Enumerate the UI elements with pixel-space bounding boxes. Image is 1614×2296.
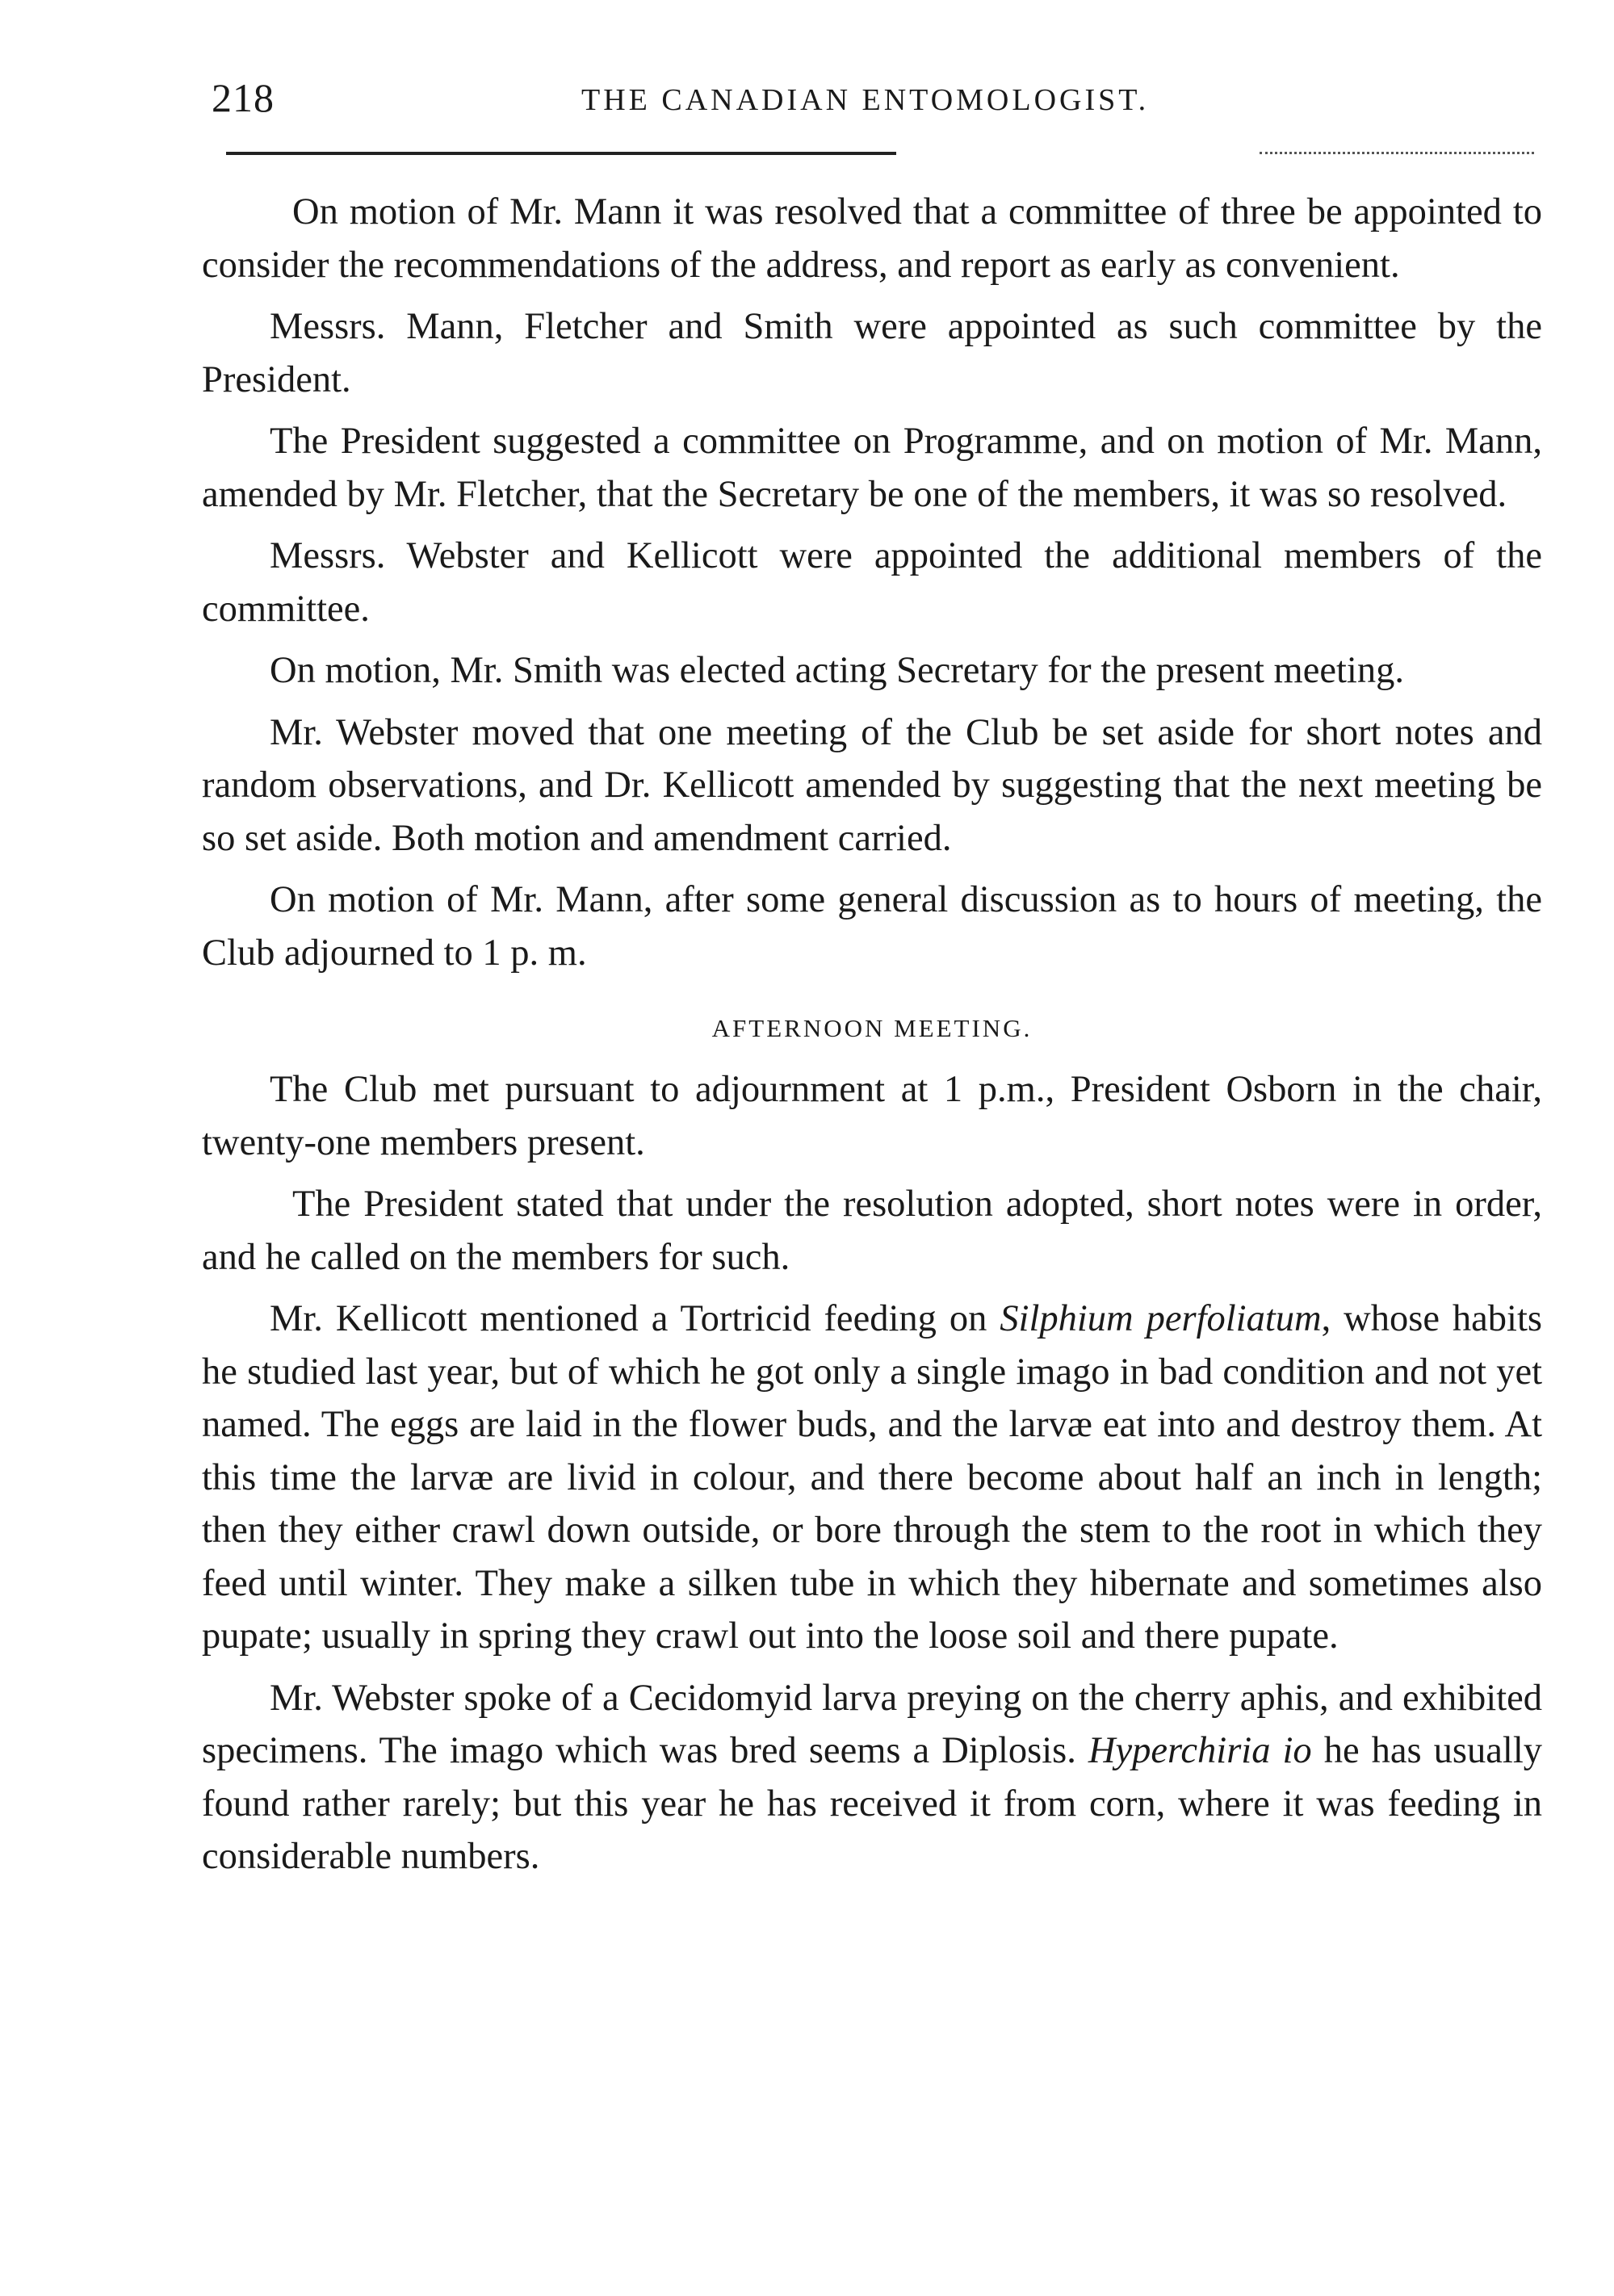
header-rule-tail (1260, 152, 1534, 154)
header-rule (226, 152, 896, 155)
paragraph-adjournment: On motion of Mr. Mann, after some general discussion as to hours of meeting, the Club adjourned to 1 p. m. (202, 879, 1542, 974)
paragraph-programme-committee: The President suggested a committee on Programme, and on motion of Mr. Mann, amended by Mr. Fletcher, that the Secretary be one of the members, it was so resolved. (202, 421, 1542, 515)
running-title: THE CANADIAN ENTOMOLOGIST. (581, 83, 1150, 117)
paragraph-tortricid-note (202, 1293, 1542, 1663)
paragraph-committee-motion: On motion of Mr. Mann it was resolved that a committee of three be appointed to consider the recommendations of the address, and report as early as convenient. (202, 191, 1542, 286)
species-name: Silphium perfoliatum (1000, 1298, 1322, 1339)
paragraph-committee-appointed: Messrs. Mann, Fletcher and Smith were appointed as such committee by the President. (202, 306, 1542, 400)
cecidomyid-note-lead: Mr. Webster spoke of a Cecidomyid larva preying on the cherry aphis, and exhibited specimens. The imago which was bred seems a Diplosis. (202, 1677, 1542, 1771)
page-number: 218 (212, 75, 275, 120)
document-page (202, 65, 1542, 1877)
tortricid-note-lead: Mr. Kellicott mentioned a Tortricid feeding on (270, 1298, 1000, 1339)
page-header (202, 65, 1542, 137)
paragraph-cecidomyid-note (202, 1672, 1542, 1883)
paragraph-short-notes-order: The President stated that under the resolution adopted, short notes were in order, and he called on the members for such. (202, 1184, 1542, 1278)
article-body (202, 186, 1542, 1892)
paragraph-afternoon-meeting: The Club met pursuant to adjournment at 1 p.m., President Osborn in the chair, twenty-one members present. (202, 1069, 1542, 1163)
species-name: Hyperchiria io (1088, 1730, 1312, 1771)
section-heading: AFTERNOON MEETING. (711, 1014, 1033, 1042)
tortricid-note-body: , whose habits he studied last year, but of which he got only a single imago in bad condition and not yet named. The eggs are laid in the flower buds, and the larvæ eat into and destroy them. At this time the larvæ are livid in colour, and there become about half an inch in length; then they either crawl down outside, or bore through the stem to the root in which they feed until winter. They make a silken tube in which they hibernate and sometimes also pupate; usually in spring they crawl out into the loose soil and there pupate. (202, 1298, 1542, 1657)
paragraph-acting-secretary: On motion, Mr. Smith was elected acting Secretary for the present meeting. (270, 650, 1404, 691)
cecidomyid-note-body: he has usually found rather rarely; but this year he has received it from corn, where it was feeding in considerable numbers. (202, 1730, 1542, 1877)
paragraph-short-notes-motion: Mr. Webster moved that one meeting of the Club be set aside for short notes and random observations, and Dr. Kellicott amended by suggesting that the next meeting be so set aside. Both motion and amendment carried. (202, 711, 1542, 859)
paragraph-additional-members: Messrs. Webster and Kellicott were appointed the additional members of the committee. (202, 535, 1542, 630)
